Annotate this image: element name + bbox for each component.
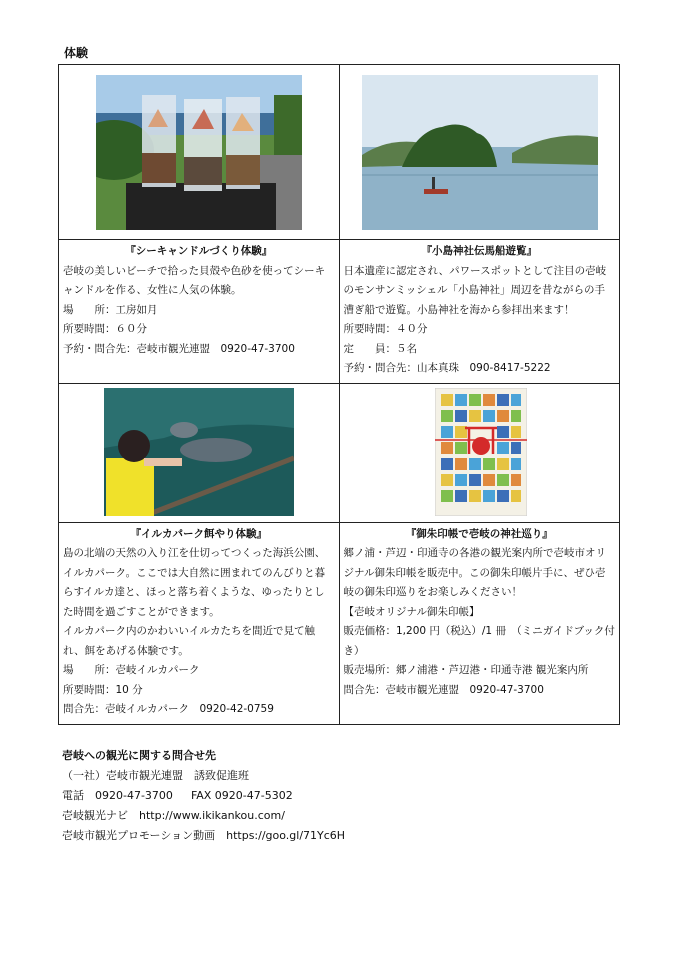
card-contact: 予約・問合先：壱岐市観光連盟 0920-47-3700 (63, 342, 295, 355)
card-capacity: 定 員：５名 (343, 342, 417, 355)
photo-cell-dolphin (59, 383, 340, 522)
card-location: 場 所：壱岐イルカパーク (63, 664, 200, 676)
contact-phone-line (62, 786, 345, 806)
photo-cell-boat (339, 65, 620, 240)
photo-cell-goshuin (339, 383, 620, 522)
card-duration: 所要時間：４０分 (343, 323, 428, 335)
card-title: 『シーキャンドルづくり体験』 (125, 245, 273, 257)
card-location: 販売場所：郷ノ浦港・芦辺港・印通寺港 観光案内所 (343, 664, 589, 676)
contact-org: （一社）壱岐市観光連盟 誘致促進班 (62, 769, 249, 782)
card-subheading: 【壱岐オリジナル御朱印帳】 (343, 605, 480, 618)
sea-candle-photo (96, 75, 302, 230)
contact-fax: FAX 0920-47-5302 (190, 789, 293, 802)
contact-tel: 電話 0920-47-3700 (62, 789, 173, 802)
contact-block (62, 746, 345, 846)
photo-cell-candle (59, 65, 340, 240)
card-title: 『御朱印帳で壱岐の神社巡り』 (405, 527, 553, 540)
card-duration: 所要時間：６０分 (63, 323, 147, 335)
card-description: 壱岐の美しいビーチで拾った貝殻や色砂を使ってシーキャンドルを作る、女性に人気の体験。 (63, 264, 326, 296)
card-title: 『小島神社伝馬船遊覧』 (421, 245, 537, 257)
card-price: 販売価格：1,200 円（税込）/1 冊 （ミニガイドブック付き） (343, 625, 615, 657)
contact-video[interactable]: 壱岐市観光プロモーション動画 https://goo.gl/71Yc6H (62, 829, 346, 842)
kojima-shrine-photo (362, 75, 598, 230)
card-contact: 問合先：壱岐イルカパーク 0920-42-0759 (63, 703, 274, 715)
card-goshuin (339, 522, 620, 724)
card-contact: 予約・問合先：山本真珠 090-8417-5222 (343, 362, 551, 374)
card-dolphin (59, 522, 340, 724)
card-candle (59, 240, 340, 384)
card-description: 日本遺産に認定され、パワースポットとして注目の壱岐のモンサンミッシェル「小島神社」周辺を昔ながらの手漕ぎ船で遊覧。小島神社を海から参拝出来ます！ (343, 264, 607, 316)
card-duration: 所要時間：10 分 (63, 683, 143, 696)
card-description: 郷ノ浦・芦辺・印通寺の各港の観光案内所で壱岐市オリジナル御朱印帳を販売中。この御朱印帳片手に、ぜひ壱岐の御朱印巡りをお楽しみください！ (343, 547, 606, 598)
goshuin-book-photo (435, 388, 527, 516)
card-description-2: イルカパーク内のかわいいイルカたちを間近で見て触れ、餌をあげる体験です。 (63, 625, 315, 657)
card-contact: 問合先：壱岐市観光連盟 0920-47-3700 (343, 683, 544, 696)
contact-navi[interactable]: 壱岐観光ナビ http://www.ikikankou.com/ (62, 809, 285, 822)
contact-heading: 壱岐への観光に関する問合せ先 (62, 749, 216, 762)
card-boat (339, 240, 620, 384)
card-description: 島の北端の天然の入り江を仕切ってつくった海浜公園、イルカパーク。ここでは大自然に囲まれてのんびりと暮らすイルカ達と、ほっと落ち着くような、ゆったりとした時間を過ごすことができます。 (63, 547, 326, 618)
section-title: 体験 (64, 46, 89, 60)
dolphin-feeding-photo (104, 388, 294, 516)
card-location: 場 所：工房如月 (63, 303, 158, 316)
card-title: 『イルカパーク餌やり体験』 (130, 527, 267, 540)
experience-table (58, 64, 620, 725)
